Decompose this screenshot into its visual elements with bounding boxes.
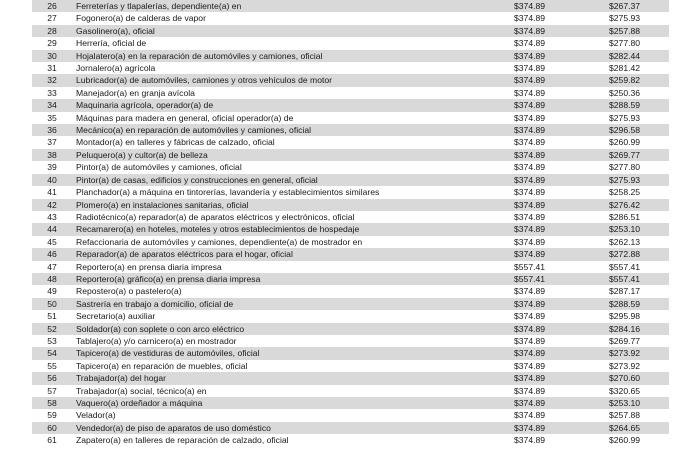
row-number: 56 bbox=[32, 372, 72, 384]
table-row bbox=[32, 347, 669, 359]
wage-border-zone: $374.89 bbox=[502, 161, 595, 173]
table-row bbox=[32, 434, 669, 446]
table-row bbox=[32, 360, 669, 372]
wage-general-zone: $253.10 bbox=[595, 397, 669, 409]
table-row bbox=[32, 298, 669, 310]
table-row bbox=[32, 186, 669, 198]
row-number: 43 bbox=[32, 211, 72, 223]
wage-border-zone: $374.89 bbox=[502, 360, 595, 372]
occupation-name: Pintor(a) de automóviles y camiones, oficial bbox=[72, 161, 502, 173]
occupation-name: Tapicero(a) en reparación de muebles, oficial bbox=[72, 360, 502, 372]
wage-border-zone: $374.89 bbox=[502, 372, 595, 384]
wage-border-zone: $374.89 bbox=[502, 385, 595, 397]
row-number: 45 bbox=[32, 236, 72, 248]
table-row bbox=[32, 422, 669, 434]
occupation-name: Reparador(a) de aparatos eléctricos para el hogar, oficial bbox=[72, 248, 502, 260]
row-number: 28 bbox=[32, 25, 72, 37]
wage-general-zone: $269.77 bbox=[595, 335, 669, 347]
wage-border-zone: $557.41 bbox=[502, 261, 595, 273]
row-number: 46 bbox=[32, 248, 72, 260]
wage-general-zone: $258.25 bbox=[595, 186, 669, 198]
row-number: 38 bbox=[32, 149, 72, 161]
occupation-name: Gasolinero(a), oficial bbox=[72, 25, 502, 37]
wage-border-zone: $374.89 bbox=[502, 323, 595, 335]
table-row bbox=[32, 248, 669, 260]
wage-border-zone: $374.89 bbox=[502, 174, 595, 186]
wage-border-zone: $374.89 bbox=[502, 74, 595, 86]
occupation-name: Soldador(a) con soplete o con arco eléctrico bbox=[72, 323, 502, 335]
row-number: 37 bbox=[32, 136, 72, 148]
wage-border-zone: $374.89 bbox=[502, 50, 595, 62]
wage-general-zone: $259.82 bbox=[595, 74, 669, 86]
row-number: 40 bbox=[32, 174, 72, 186]
row-number: 58 bbox=[32, 397, 72, 409]
table-row bbox=[32, 211, 669, 223]
wage-border-zone: $374.89 bbox=[502, 347, 595, 359]
wage-general-zone: $286.51 bbox=[595, 211, 669, 223]
wage-general-zone: $260.99 bbox=[595, 136, 669, 148]
wage-general-zone: $264.65 bbox=[595, 422, 669, 434]
occupation-name: Montador(a) en talleres y fábricas de calzado, oficial bbox=[72, 136, 502, 148]
wage-table-body bbox=[32, 0, 669, 447]
row-number: 50 bbox=[32, 298, 72, 310]
wage-general-zone: $273.92 bbox=[595, 347, 669, 359]
wage-border-zone: $374.89 bbox=[502, 87, 595, 99]
wage-border-zone: $374.89 bbox=[502, 124, 595, 136]
occupation-name: Velador(a) bbox=[72, 409, 502, 421]
wage-general-zone: $277.80 bbox=[595, 37, 669, 49]
table-row bbox=[32, 285, 669, 297]
table-row bbox=[32, 87, 669, 99]
row-number: 31 bbox=[32, 62, 72, 74]
row-number: 49 bbox=[32, 285, 72, 297]
wage-general-zone: $253.10 bbox=[595, 223, 669, 235]
table-row bbox=[32, 310, 669, 322]
occupation-name: Hojalatero(a) en la reparación de automóviles y camiones, oficial bbox=[72, 50, 502, 62]
wage-border-zone: $374.89 bbox=[502, 112, 595, 124]
wage-border-zone: $374.89 bbox=[502, 285, 595, 297]
row-number: 55 bbox=[32, 360, 72, 372]
table-row bbox=[32, 273, 669, 285]
row-number: 41 bbox=[32, 186, 72, 198]
row-number: 47 bbox=[32, 261, 72, 273]
wage-general-zone: $288.59 bbox=[595, 99, 669, 111]
table-row bbox=[32, 99, 669, 111]
table-row bbox=[32, 37, 669, 49]
occupation-name: Trabajador(a) del hogar bbox=[72, 372, 502, 384]
occupation-name: Secretario(a) auxiliar bbox=[72, 310, 502, 322]
occupation-name: Refaccionaria de automóviles y camiones, dependiente(a) de mostrador en bbox=[72, 236, 502, 248]
wage-border-zone: $374.89 bbox=[502, 310, 595, 322]
wage-border-zone: $374.89 bbox=[502, 99, 595, 111]
occupation-name: Máquinas para madera en general, oficial operador(a) de bbox=[72, 112, 502, 124]
table-row bbox=[32, 335, 669, 347]
wage-border-zone: $557.41 bbox=[502, 273, 595, 285]
table-row bbox=[32, 149, 669, 161]
row-number: 54 bbox=[32, 347, 72, 359]
wage-general-zone: $275.93 bbox=[595, 112, 669, 124]
wage-border-zone: $374.89 bbox=[502, 211, 595, 223]
row-number: 44 bbox=[32, 223, 72, 235]
occupation-name: Lubricador(a) de automóviles, camiones y otros vehículos de motor bbox=[72, 74, 502, 86]
table-row bbox=[32, 0, 669, 12]
row-number: 57 bbox=[32, 385, 72, 397]
wage-border-zone: $374.89 bbox=[502, 397, 595, 409]
wage-general-zone: $282.44 bbox=[595, 50, 669, 62]
occupation-name: Herrería, oficial de bbox=[72, 37, 502, 49]
wage-border-zone: $374.89 bbox=[502, 236, 595, 248]
wage-border-zone: $374.89 bbox=[502, 409, 595, 421]
occupation-name: Tapicero(a) de vestiduras de automóviles, oficial bbox=[72, 347, 502, 359]
occupation-name: Manejador(a) en granja avícola bbox=[72, 87, 502, 99]
wage-general-zone: $272.88 bbox=[595, 248, 669, 260]
table-row bbox=[32, 236, 669, 248]
wage-general-zone: $273.92 bbox=[595, 360, 669, 372]
table-row bbox=[32, 385, 669, 397]
table-row bbox=[32, 199, 669, 211]
wage-general-zone: $320.65 bbox=[595, 385, 669, 397]
table-row bbox=[32, 372, 669, 384]
wage-border-zone: $374.89 bbox=[502, 298, 595, 310]
row-number: 32 bbox=[32, 74, 72, 86]
wage-border-zone: $374.89 bbox=[502, 0, 595, 12]
wage-general-zone: $262.13 bbox=[595, 236, 669, 248]
wage-table bbox=[32, 0, 669, 447]
occupation-name: Vaquero(a) ordeñador a máquina bbox=[72, 397, 502, 409]
occupation-name: Jornalero(a) agrícola bbox=[72, 62, 502, 74]
row-number: 51 bbox=[32, 310, 72, 322]
table-row bbox=[32, 112, 669, 124]
row-number: 60 bbox=[32, 422, 72, 434]
table-row bbox=[32, 62, 669, 74]
occupation-name: Tablajero(a) y/o carnicero(a) en mostrador bbox=[72, 335, 502, 347]
row-number: 35 bbox=[32, 112, 72, 124]
occupation-name: Radiotécnico(a) reparador(a) de aparatos eléctricos y electrónicos, oficial bbox=[72, 211, 502, 223]
wage-general-zone: $284.16 bbox=[595, 323, 669, 335]
wage-general-zone: $295.98 bbox=[595, 310, 669, 322]
table-row bbox=[32, 124, 669, 136]
wage-general-zone: $296.58 bbox=[595, 124, 669, 136]
occupation-name: Maquinaria agrícola, operador(a) de bbox=[72, 99, 502, 111]
wage-border-zone: $374.89 bbox=[502, 335, 595, 347]
wage-general-zone: $260.99 bbox=[595, 434, 669, 446]
wage-general-zone: $281.42 bbox=[595, 62, 669, 74]
wage-general-zone: $276.42 bbox=[595, 199, 669, 211]
wage-table-container bbox=[32, 0, 669, 447]
row-number: 59 bbox=[32, 409, 72, 421]
wage-border-zone: $374.89 bbox=[502, 422, 595, 434]
occupation-name: Fogonero(a) de calderas de vapor bbox=[72, 12, 502, 24]
occupation-name: Peluquero(a) y cultor(a) de belleza bbox=[72, 149, 502, 161]
row-number: 48 bbox=[32, 273, 72, 285]
wage-general-zone: $275.93 bbox=[595, 174, 669, 186]
row-number: 33 bbox=[32, 87, 72, 99]
wage-general-zone: $270.60 bbox=[595, 372, 669, 384]
occupation-name: Reportero(a) en prensa diaria impresa bbox=[72, 261, 502, 273]
table-row bbox=[32, 409, 669, 421]
table-row bbox=[32, 323, 669, 335]
wage-general-zone: $277.80 bbox=[595, 161, 669, 173]
wage-border-zone: $374.89 bbox=[502, 199, 595, 211]
wage-general-zone: $257.88 bbox=[595, 409, 669, 421]
table-row bbox=[32, 161, 669, 173]
table-row bbox=[32, 223, 669, 235]
table-row bbox=[32, 50, 669, 62]
table-row bbox=[32, 74, 669, 86]
row-number: 34 bbox=[32, 99, 72, 111]
wage-general-zone: $250.36 bbox=[595, 87, 669, 99]
wage-border-zone: $374.89 bbox=[502, 62, 595, 74]
table-row bbox=[32, 25, 669, 37]
row-number: 29 bbox=[32, 37, 72, 49]
occupation-name: Trabajador(a) social, técnico(a) en bbox=[72, 385, 502, 397]
occupation-name: Zapatero(a) en talleres de reparación de calzado, oficial bbox=[72, 434, 502, 446]
wage-general-zone: $267.37 bbox=[595, 0, 669, 12]
table-row bbox=[32, 261, 669, 273]
occupation-name: Sastrería en trabajo a domicilio, oficial de bbox=[72, 298, 502, 310]
wage-general-zone: $288.59 bbox=[595, 298, 669, 310]
wage-border-zone: $374.89 bbox=[502, 12, 595, 24]
wage-border-zone: $374.89 bbox=[502, 136, 595, 148]
occupation-name: Repostero(a) o pastelero(a) bbox=[72, 285, 502, 297]
wage-border-zone: $374.89 bbox=[502, 37, 595, 49]
wage-border-zone: $374.89 bbox=[502, 223, 595, 235]
row-number: 27 bbox=[32, 12, 72, 24]
row-number: 53 bbox=[32, 335, 72, 347]
row-number: 26 bbox=[32, 0, 72, 12]
occupation-name: Recamarero(a) en hoteles, moteles y otros establecimientos de hospedaje bbox=[72, 223, 502, 235]
table-row bbox=[32, 12, 669, 24]
wage-general-zone: $257.88 bbox=[595, 25, 669, 37]
wage-border-zone: $374.89 bbox=[502, 149, 595, 161]
occupation-name: Pintor(a) de casas, edificios y construcciones en general, oficial bbox=[72, 174, 502, 186]
wage-border-zone: $374.89 bbox=[502, 434, 595, 446]
wage-general-zone: $557.41 bbox=[595, 261, 669, 273]
table-row bbox=[32, 136, 669, 148]
occupation-name: Reportero(a) gráfico(a) en prensa diaria impresa bbox=[72, 273, 502, 285]
wage-general-zone: $557.41 bbox=[595, 273, 669, 285]
row-number: 36 bbox=[32, 124, 72, 136]
wage-general-zone: $269.77 bbox=[595, 149, 669, 161]
wage-border-zone: $374.89 bbox=[502, 248, 595, 260]
wage-border-zone: $374.89 bbox=[502, 186, 595, 198]
wage-general-zone: $287.17 bbox=[595, 285, 669, 297]
row-number: 39 bbox=[32, 161, 72, 173]
row-number: 61 bbox=[32, 434, 72, 446]
occupation-name: Plomero(a) en instalaciones sanitarias, oficial bbox=[72, 199, 502, 211]
occupation-name: Vendedor(a) de piso de aparatos de uso doméstico bbox=[72, 422, 502, 434]
occupation-name: Ferreterías y tlapalerías, dependiente(a) en bbox=[72, 0, 502, 12]
table-row bbox=[32, 174, 669, 186]
wage-general-zone: $275.93 bbox=[595, 12, 669, 24]
occupation-name: Mecánico(a) en reparación de automóviles y camiones, oficial bbox=[72, 124, 502, 136]
row-number: 52 bbox=[32, 323, 72, 335]
table-row bbox=[32, 397, 669, 409]
row-number: 30 bbox=[32, 50, 72, 62]
row-number: 42 bbox=[32, 199, 72, 211]
occupation-name: Planchador(a) a máquina en tintorerías, lavandería y establecimientos similares bbox=[72, 186, 502, 198]
wage-border-zone: $374.89 bbox=[502, 25, 595, 37]
